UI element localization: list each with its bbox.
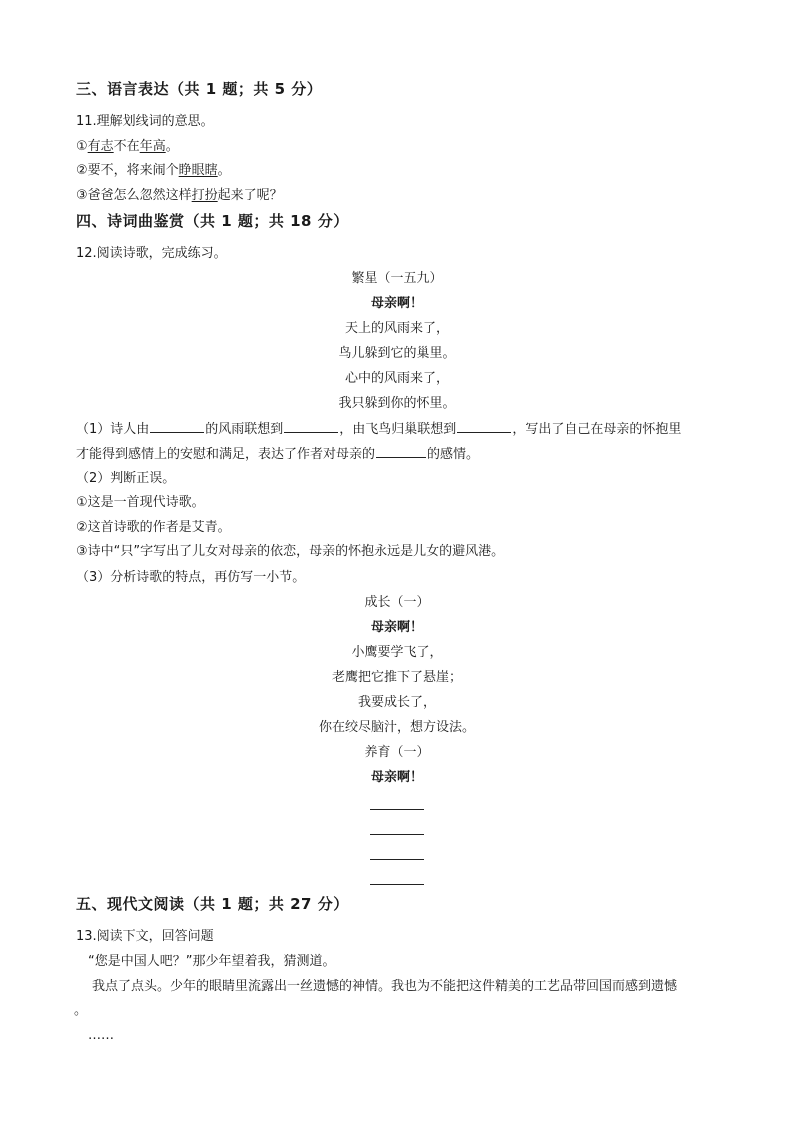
q11-stem: 11.理解划线词的意思。 [76,114,214,129]
judge-item-3: ③诗中“只”字写出了儿女对母亲的依恋，母亲的怀抱永远是儿女的避风港。 [76,544,505,559]
example-line: 你在绞尽脑汁，想方设法。 [318,720,475,735]
q12-part2: （2）判断正误。 [76,471,176,486]
answer-line[interactable] [370,859,424,860]
q13-stem: 13.阅读下文，回答问题 [76,929,214,944]
section-3-heading: 三、语言表达（共 1 题；共 5 分） [76,80,323,98]
fill-blank[interactable] [457,420,511,433]
write-title: 养育（一） [364,745,430,760]
poem-title: 繁星（一五九） [351,271,443,286]
passage-para-2: 我点了点头。少年的眼睛里流露出一丝遗憾的神情。我也为不能把这件精美的工艺品带回国而感到遗憾 [92,979,678,994]
judge-item-1: ①这是一首现代诗歌。 [76,495,205,510]
poem-line: 鸟儿躲到它的巢里。 [338,346,456,361]
example-line: 小鹰要学飞了， [351,645,443,660]
judge-item-2: ②这首诗歌的作者是艾青。 [76,520,231,535]
answer-line[interactable] [370,834,424,835]
answer-line[interactable] [370,809,424,810]
passage-ellipsis: …… [88,1028,114,1043]
underlined-word: 打扮 [191,188,218,203]
q12-part3: （3）分析诗歌的特点，再仿写一小节。 [76,570,306,585]
passage-para-2-end: 。 [74,1003,88,1018]
q11-item-1: ①有志不在年高。 [76,139,179,154]
q12-part1-line1: （1）诗人由 的风雨联想到 ，由飞鸟归巢联想到 ，写出了自己在母亲的怀抱里 [76,422,682,437]
passage-para-1: “您是中国人吧？”那少年望着我，猜测道。 [88,954,336,969]
fill-blank[interactable] [150,420,204,433]
example-title: 成长（一） [364,595,430,610]
underlined-word: 睁眼瞎 [178,163,218,178]
poem-line: 母亲啊！ [370,296,423,311]
example-line: 我要成长了， [357,695,436,710]
fill-blank[interactable] [376,445,426,458]
write-first-line: 母亲啊！ [370,770,423,785]
poem-line: 天上的风雨来了， [344,321,449,336]
poem-line: 我只躲到你的怀里。 [338,396,456,411]
poem-line: 心中的风雨来了， [344,371,449,386]
q11-item-3: ③爸爸怎么忽然这样打扮起来了呢？ [76,188,283,203]
q12-part1-line2: 才能得到感情上的安慰和满足，表达了作者对母亲的 的感情。 [76,447,480,462]
underlined-word: 有志 [87,139,114,154]
section-4-heading: 四、诗词曲鉴赏（共 1 题；共 18 分） [76,212,349,230]
answer-line[interactable] [370,884,424,885]
example-line: 母亲啊！ [370,620,423,635]
q11-item-2: ②要不，将来闹个睁眼瞎。 [76,163,231,178]
underlined-word: 年高 [139,139,166,154]
fill-blank[interactable] [284,420,338,433]
example-line: 老鹰把它推下了悬崖； [331,670,462,685]
section-5-heading: 五、现代文阅读（共 1 题；共 27 分） [76,895,349,913]
q12-stem: 12.阅读诗歌，完成练习。 [76,246,227,261]
